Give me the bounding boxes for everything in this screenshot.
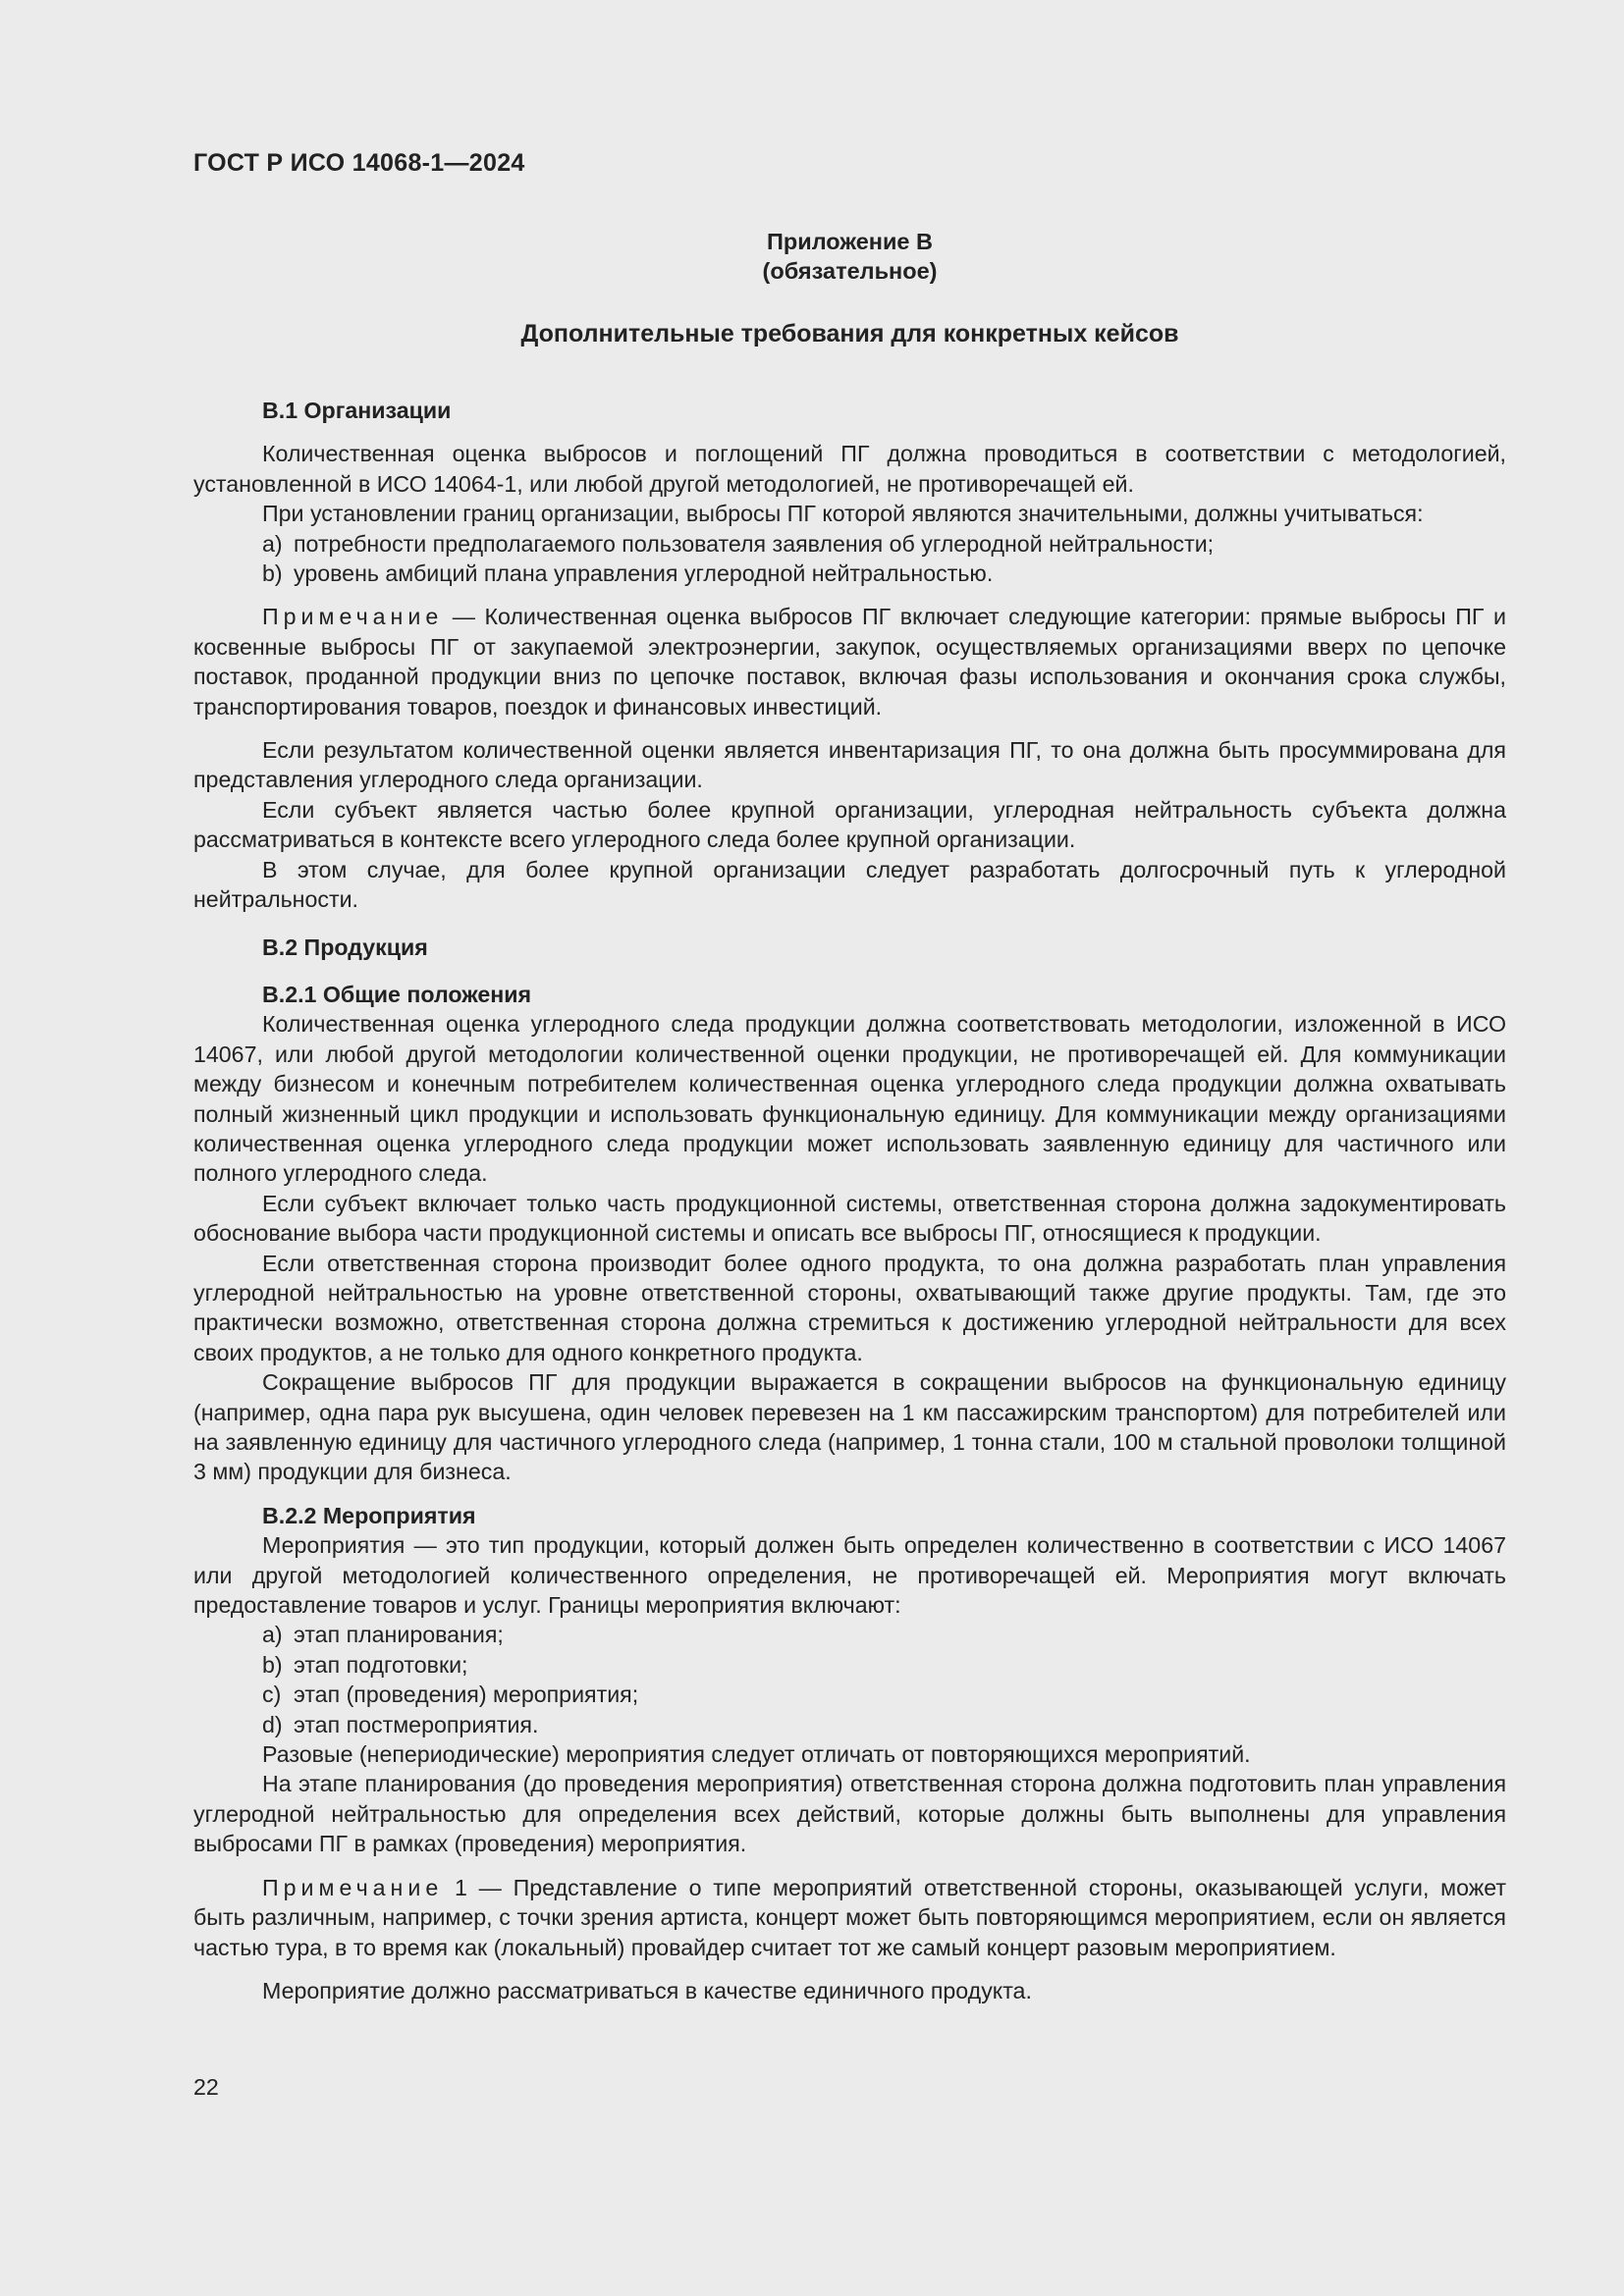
list-item [193,559,1506,588]
appendix-label: Приложение В [767,229,933,254]
paragraph: В этом случае, для более крупной организации следует разработать долгосрочный путь к углеродной нейтральности. [193,856,1506,913]
list-item [193,1650,1506,1680]
paragraph: Количественная оценка углеродного следа продукции должна соответствовать методологии, изложенной в ИСО 14067, или любой другой методологии количественной оценки продукции, не противоречащей ей. Для коммуникации между бизнесом и конечным потребителем количественная оценка углеродного следа продукции должна охватывать полный жизненный цикл продукции и использовать функциональную единицу. Для коммуникации между организациями количественная оценка углеродного следа продукции может использовать заявленную единицу для частичного или полного углеродного следа. [193,1011,1506,1187]
page-number: 22 [193,2074,219,2100]
list-marker: a) [262,530,283,557]
list-item-text: уровень амбиций плана управления углеродной нейтральностью. [294,561,994,587]
paragraph: Количественная оценка выбросов и поглощений ПГ должна проводиться в соответствии с методологией, установленной в ИСО 14064-1, или любой другой методологией, не противоречащей ей. [193,441,1506,497]
paragraph: На этапе планирования (до проведения мероприятия) ответственная сторона должна подготовить план управления углеродной нейтральностью для определения всех действий, которые должны быть выполнены для управления выбросами ПГ в рамках (проведения) мероприятия. [193,1771,1506,1857]
paragraph: Если ответственная сторона производит более одного продукта, то она должна разработать план управления углеродной нейтральностью на уровне ответственной стороны, охватывающий также другие продукты. Там, где это практически возможно, ответственная сторона должна стремиться к достижению углеродной нейтральности для всех своих продуктов, а не только для одного конкретного продукта. [193,1250,1506,1365]
appendix-heading [193,227,1506,286]
note [193,602,1506,721]
document-body [193,396,1506,2005]
note [193,1873,1506,1962]
document-code: ГОСТ Р ИСО 14068-1—2024 [193,149,525,177]
section-heading-b1: В.1 Организации [262,398,452,423]
paragraph: Разовые (непериодические) мероприятия следует отличать от повторяющихся мероприятий. [262,1741,1251,1768]
list-item-text: этап постмероприятия. [294,1711,539,1737]
list-item [193,529,1506,559]
list-item-text: этап (проведения) мероприятия; [294,1682,639,1708]
list-item-text: этап подготовки; [294,1651,468,1678]
list-item [193,1680,1506,1709]
subsection-heading-b21: В.2.1 Общие положения [262,981,532,1007]
list-marker: a) [262,1622,283,1648]
appendix-status: (обязательное) [762,258,938,284]
paragraph: Если результатом количественной оценки является инвентаризация ПГ, то она должна быть просуммирована для представления углеродного следа организации. [193,737,1506,793]
list-marker: c) [262,1682,282,1708]
section-heading-b2: В.2 Продукция [262,934,428,960]
list-item [193,1710,1506,1739]
note-label: Примечание [262,1874,444,1900]
list-item-text: потребности предполагаемого пользователя заявления об углеродной нейтральности; [294,530,1215,557]
list-marker: b) [262,1651,283,1678]
paragraph: Если субъект является частью более крупной организации, углеродная нейтральность субъекта должна рассматриваться в контексте всего углеродного следа более крупной организации. [193,796,1506,853]
note-text: — Количественная оценка выбросов ПГ включает следующие категории: прямые выбросы ПГ и косвенные выбросы ПГ от закупаемой электроэнергии, закупок, осуществляемых организациями вверх по цепочке поставок, проданной продукции вниз по цепочке поставок, включая фазы использования и окончания срока службы, транспортирования товаров, поездок и финансовых инвестиций. [193,604,1506,720]
paragraph: Сокращение выбросов ПГ для продукции выражается в сокращении выбросов на функциональную единицу (например, одна пара рук высушена, один человек перевезен на 1 км пассажирским транспортом) для потребителей или на заявленную единицу для частичного углеродного следа (например, 1 тонна стали, 100 м стальной проволоки толщиной 3 мм) продукции для бизнеса. [193,1369,1506,1485]
list-marker: b) [262,561,283,587]
paragraph: При установлении границ организации, выбросы ПГ которой являются значительными, должны учитываться: [262,501,1424,527]
subsection-heading-b22: В.2.2 Мероприятия [262,1502,476,1528]
list-marker: d) [262,1711,283,1737]
paragraph: Мероприятие должно рассматриваться в качестве единичного продукта. [262,1977,1032,2003]
paragraph: Если субъект включает только часть продукционной системы, ответственная сторона должна задокументировать обоснование выбора части продукционной системы и описать все выбросы ПГ, относящиеся к продукции. [193,1190,1506,1247]
note-label: Примечание [262,604,444,630]
paragraph: Мероприятия — это тип продукции, который должен быть определен количественно в соответствии с ИСО 14067 или другой методологией количественного определения, не противоречащей ей. Мероприятия могут включать предоставление товаров и услуг. Границы мероприятия включают: [193,1532,1506,1619]
list-item-text: этап планирования; [294,1622,504,1648]
appendix-title: Дополнительные требования для конкретных кейсов [520,320,1179,347]
list-item [193,1620,1506,1649]
note-text: 1 — Представление о типе мероприятий ответственной стороны, оказывающей услуги, может быть различным, например, с точки зрения артиста, концерт может быть повторяющимся мероприятием, если он является частью тура, в то время как (локальный) провайдер считает тот же самый концерт разовым мероприятием. [193,1874,1506,1960]
